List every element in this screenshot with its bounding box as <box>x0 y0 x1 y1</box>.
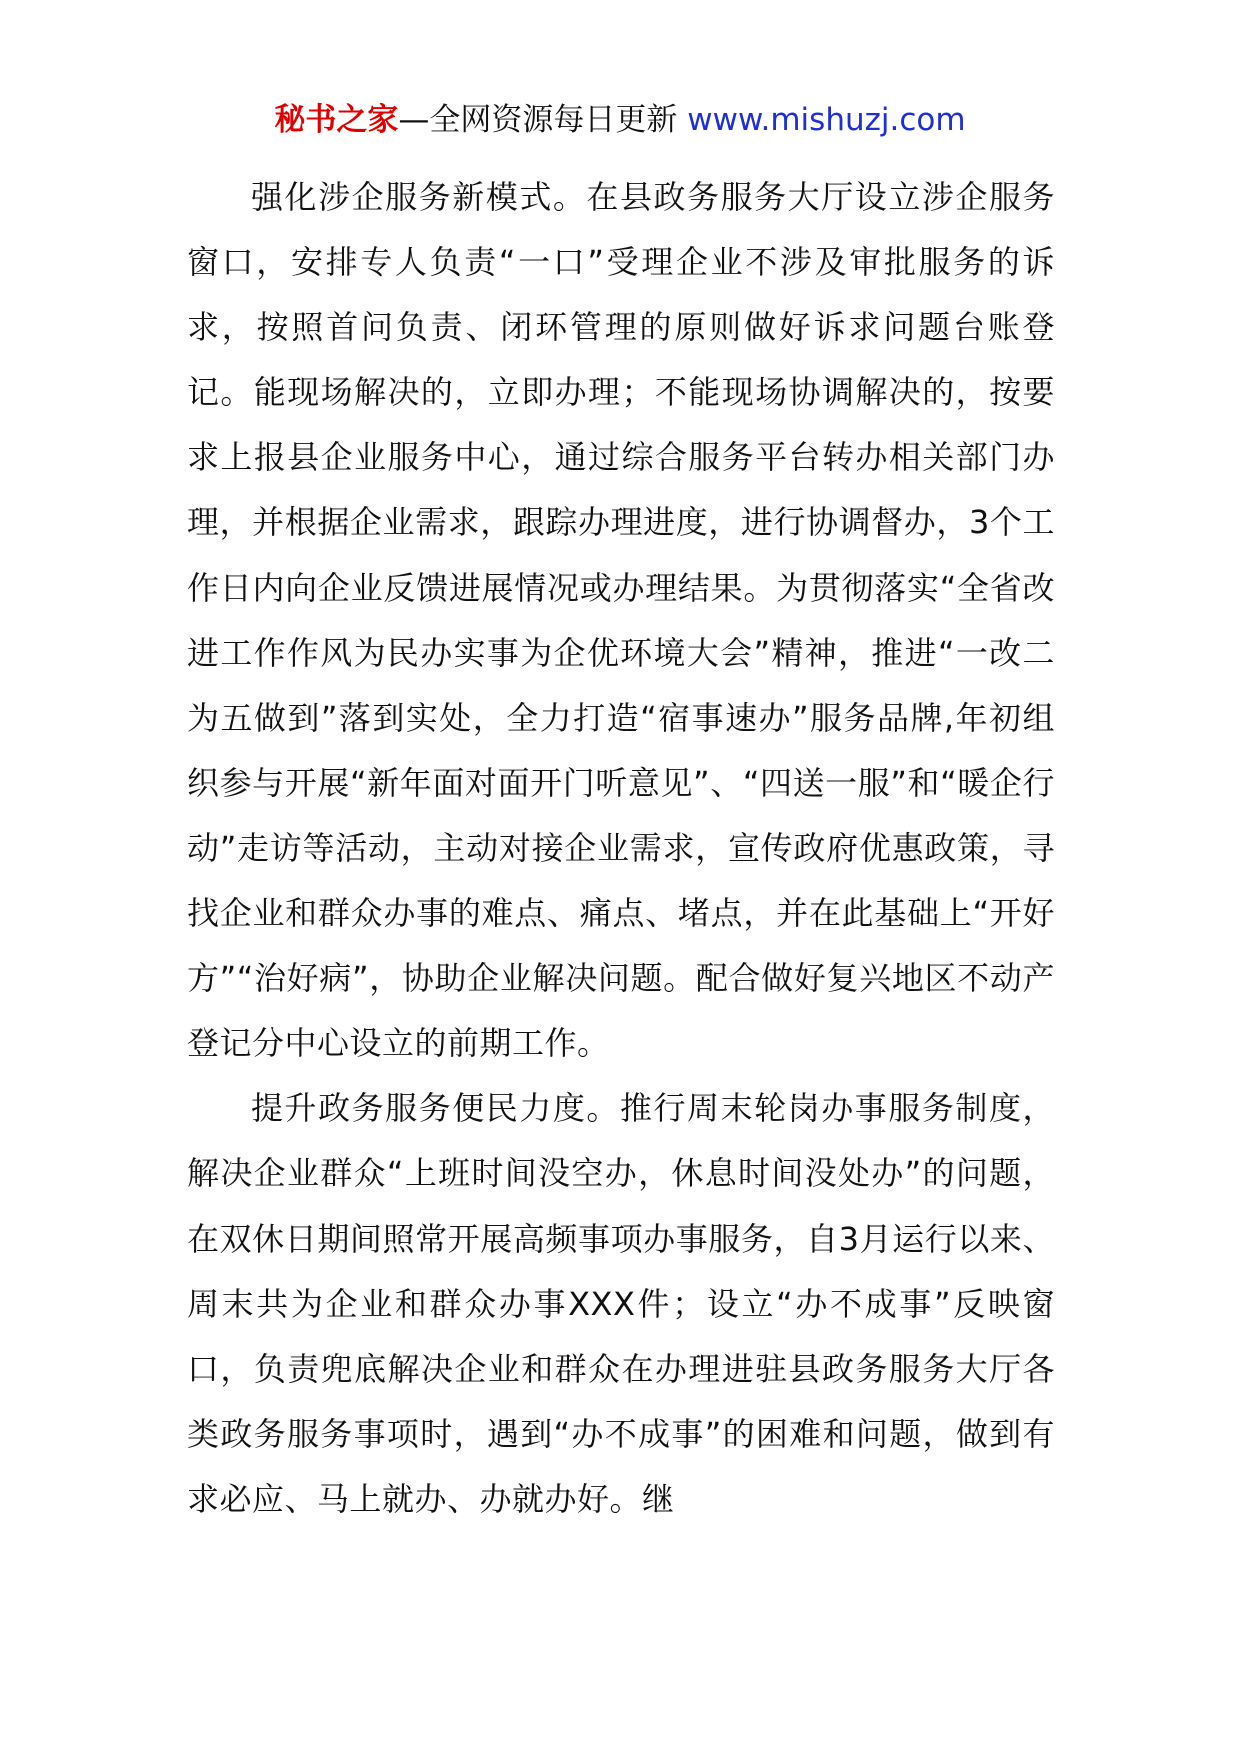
website-link[interactable]: www.mishuzj.com <box>687 102 966 138</box>
brand-name: 秘书之家 <box>274 102 399 138</box>
document-body <box>187 165 1055 1532</box>
header-tagline: —全网资源每日更新 <box>398 102 688 138</box>
page-header <box>0 100 1240 140</box>
paragraph-1: 强化涉企服务新模式。在县政务服务大厅设立涉企服务窗口，安排专人负责“一口”受理企业不涉及审批服务的诉求，按照首问负责、闭环管理的原则做好诉求问题台账登记。能现场解决的，立即办理；不能现场协调解决的，按要求上报县企业服务中心，通过综合服务平台转办相关部门办理，并根据企业需求，跟踪办理进度，进行协调督办，3个工作日内向企业反馈进展情况或办理结果。为贯彻落实“全省改进工作作风为民办实事为企优环境大会”精神，推进“一改二为五做到”落到实处，全力打造“宿事速办”服务品牌,年初组织参与开展“新年面对面开门听意见”、“四送一服”和“暖企行动”走访等活动，主动对接企业需求，宣传政府优惠政策，寻找企业和群众办事的难点、痛点、堵点，并在此基础上“开好方”“治好病”，协助企业解决问题。配合做好复兴地区不动产登记分中心设立的前期工作。 <box>187 178 1055 1063</box>
paragraph-2: 提升政务服务便民力度。推行周末轮岗办事服务制度，解决企业群众“上班时间没空办，休息时间没处办”的问题，在双休日期间照常开展高频事项办事服务，自3月运行以来、周末共为企业和群众办事XXX件；设立“办不成事”反映窗口，负责兜底解决企业和群众在办理进驻县政务服务大厅各类政务服务事项时，遇到“办不成事”的困难和问题，做到有求必应、马上就办、办就办好。继 <box>187 1089 1055 1518</box>
